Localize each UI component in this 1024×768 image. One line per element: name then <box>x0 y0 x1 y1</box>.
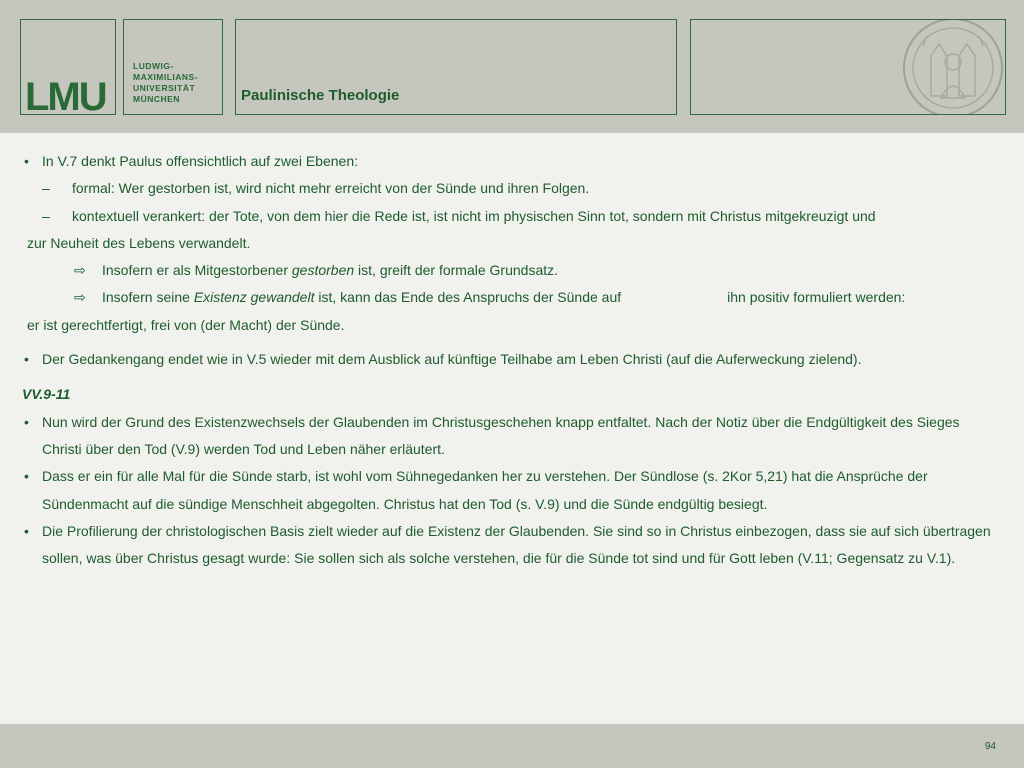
slide-header <box>0 0 1024 133</box>
arrow-text-emphasis: gestorben <box>291 262 355 279</box>
bullet-marker: • <box>24 522 29 539</box>
dash-text: formal: Wer gestorben ist, wird nicht mehr erreicht von der Sünde und ihren Folgen. <box>72 180 590 197</box>
bullet-marker: • <box>24 153 29 169</box>
arrow-text-post: ist, greift der formale Grundsatz. <box>354 262 559 279</box>
section-heading: VV.9-11 <box>22 386 71 403</box>
university-name-box <box>123 19 223 115</box>
arrow-item <box>22 284 997 311</box>
dash-marker: – <box>42 207 50 224</box>
university-line: MÜNCHEN <box>133 94 180 104</box>
bullet-item <box>22 463 997 518</box>
university-name <box>133 61 223 105</box>
bullet-marker: • <box>24 413 29 430</box>
bullet-item <box>22 346 997 373</box>
bullet-marker: • <box>24 351 29 368</box>
slide-footer <box>0 724 1024 768</box>
title-box <box>235 19 677 115</box>
dash-continuation: zur Neuheit des Lebens verwandelt. <box>27 234 251 251</box>
bullet-item <box>22 518 997 573</box>
bullet-text: Der Gedankengang endet wie in V.5 wieder mit dem Ausblick auf künftige Teilhabe am Leben Christi (auf die Auferweckung zielend). <box>42 351 862 368</box>
university-line: LUDWIG- <box>133 61 174 71</box>
page-title: Paulinische Theologie <box>241 87 400 104</box>
lmu-logo-text: LMU <box>25 75 106 119</box>
lmu-logo <box>20 19 116 119</box>
arrow-text-emphasis: Existenz gewandelt <box>193 289 315 306</box>
university-line: MAXIMILIANS- <box>133 72 199 82</box>
university-seal-icon <box>901 19 1005 115</box>
arrow-text-pre: Insofern er als Mitgestorbener <box>102 262 292 279</box>
bullet-text: Die Profilierung der christologischen Basis zielt wieder auf die Existenz der Glaubenden. Sie sind so in Christus einbezogen, dass sie auf sich übertragen sollen, was über Christus gesagt wurde: Sie sollen sich als solche verstehen, die für die Sünde tot sind und für Gott leben (V.11; Gegensatz zu V.1). <box>42 522 991 567</box>
arrow-icon: ⇨ <box>74 262 86 279</box>
bullet-text: Dass er ein für alle Mal für die Sünde starb, ist wohl vom Sühnegedanken her zu verstehen. Der Sündlose (s. 2Kor 5,21) hat die Ansprüche der Sündenmacht auf die sündige Menschheit abgegolten. Christus hat den Tod (s. V.9) und die Sünde endgültig besiegt. <box>42 468 928 512</box>
arrow-item <box>22 257 997 284</box>
dash-text: kontextuell verankert: der Tote, von dem hier die Rede ist, ist nicht im physischen Sinn tot, sondern mit Christus mitgekreuzigt und <box>72 207 876 224</box>
bullet-item <box>22 409 997 464</box>
dash-item <box>22 175 997 202</box>
dash-item <box>22 203 997 230</box>
arrow-text-post: ist, kann das Ende des Anspruchs der Sünde auf <box>314 289 622 306</box>
page-number: 94 <box>984 741 996 752</box>
seal-box <box>690 19 1006 115</box>
slide-content <box>22 148 997 572</box>
bullet-text: In V.7 denkt Paulus offensichtlich auf zwei Ebenen: <box>42 153 358 169</box>
arrow-icon: ⇨ <box>74 289 86 306</box>
bullet-text: Nun wird der Grund des Existenzwechsels der Glaubenden im Christusgeschehen knapp entfaltet. Nach der Notiz über die Endgültigkeit des Sieges Christi über den Tod (V.9) werden Tod und Leben näher erläutert. <box>42 413 960 457</box>
arrow-text-post: ihn positiv formuliert werden: <box>727 289 906 306</box>
university-line: UNIVERSITÄT <box>133 83 196 93</box>
arrow-continuation: er ist gerechtfertigt, frei von (der Macht) der Sünde. <box>27 316 345 333</box>
arrow-text-pre: Insofern seine <box>102 289 194 306</box>
bullet-marker: • <box>24 468 29 485</box>
bullet-item <box>22 148 997 175</box>
dash-marker: – <box>42 180 50 197</box>
